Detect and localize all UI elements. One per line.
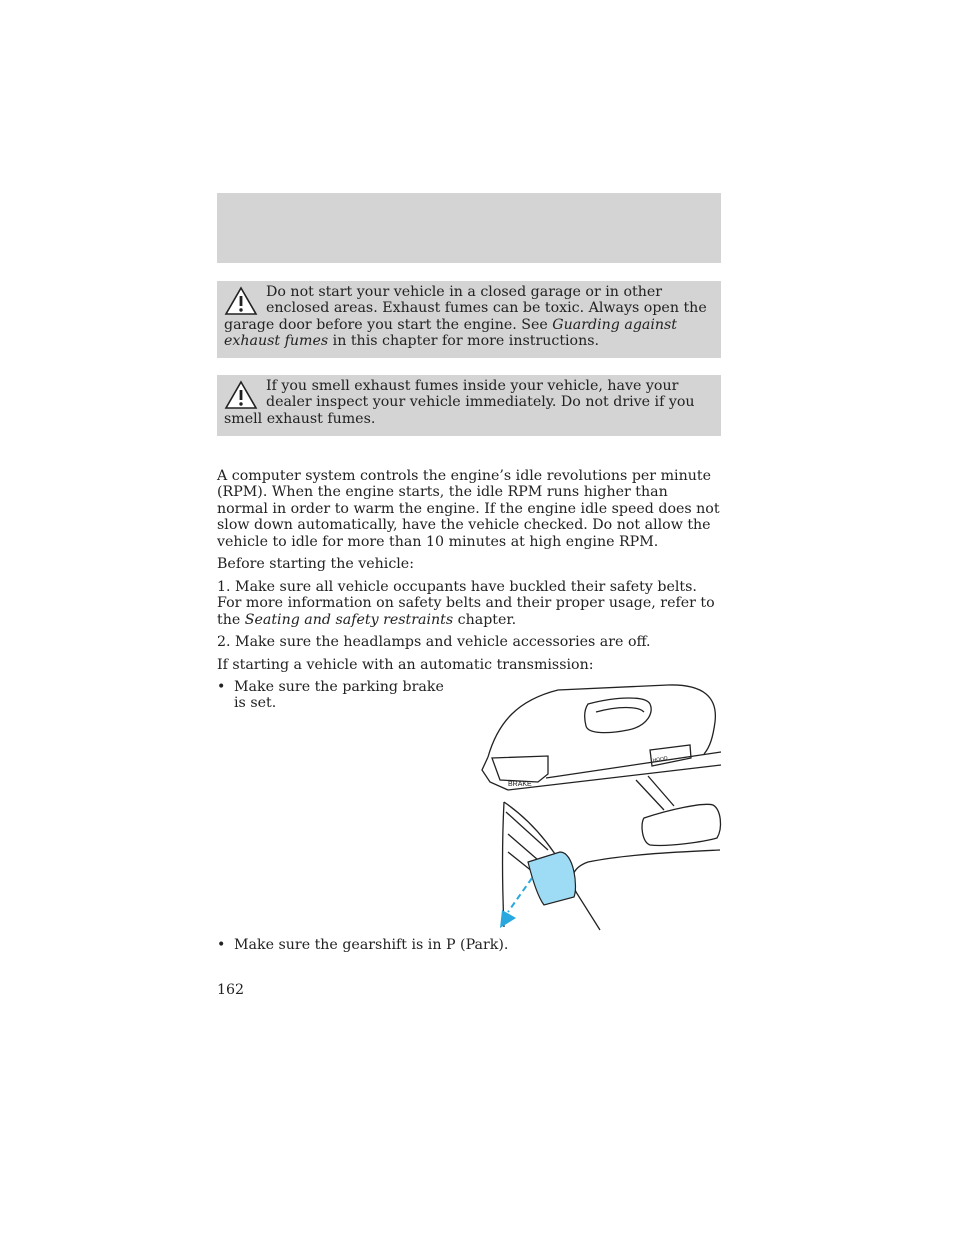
bullet-item-gearshift [217,937,723,953]
bullet-marker: • [217,937,226,953]
warning-box-fumes [217,375,721,436]
section-header-band [217,193,721,263]
warning-box-garage [217,281,721,358]
hood-label: HOOD [652,755,669,764]
step-two-paragraph: 2. Make sure the headlamps and vehicle accessories are off. [217,634,651,650]
warning-text-b: in this chapter for more instructions. [328,333,600,350]
pedal-direction-arrow [508,878,532,912]
step-one-cross-reference: Seating and safety restraints [244,611,454,628]
step-one-paragraph: 1. Make sure all vehicle occupants have buckled their safety belts. For more information on safety belts and their proper usage, refer to the Seating and safety restraints chapter. [217,579,715,628]
warning-triangle-icon [224,286,258,316]
automatic-transmission-heading: If starting a vehicle with an automatic transmission: [217,657,594,673]
bullet-item-parking-brake [217,679,457,712]
bullet-marker: • [217,679,226,695]
arrow-head-icon [500,910,516,928]
parking-brake-pedal-highlight [528,852,575,905]
parking-brake-illustration [478,682,724,932]
warning-cross-reference: Guarding against exhaust fumes [224,316,678,350]
idle-speed-paragraph: A computer system controls the engine’s idle revolutions per minute (RPM). When the engine starts, the idle RPM runs higher than normal in order to warm the engine. If the engine idle speed does not slow down automatically, have the vehicle checked. Do not allow the vehicle to idle for more than 10 minutes at high engine RPM. [217,468,720,550]
warning-text-a: Do not start your vehicle in a closed garage or in other enclosed areas. Exhaust fumes can be toxic. Always open the garage door before you start the engine. See [224,284,707,333]
bullet-text: Make sure the parking brake is set. [234,679,444,712]
warning-triangle-icon [224,380,258,410]
brake-label: BRAKE [508,781,532,788]
page-number: 162 [217,982,245,998]
before-starting-heading: Before starting the vehicle: [217,556,414,572]
warning-text: If you smell exhaust fumes inside your vehicle, have your dealer inspect your vehicle immediately. Do not drive if you smell exhaust fumes. [224,378,695,427]
bullet-text: Make sure the gearshift is in P (Park). [234,937,509,953]
